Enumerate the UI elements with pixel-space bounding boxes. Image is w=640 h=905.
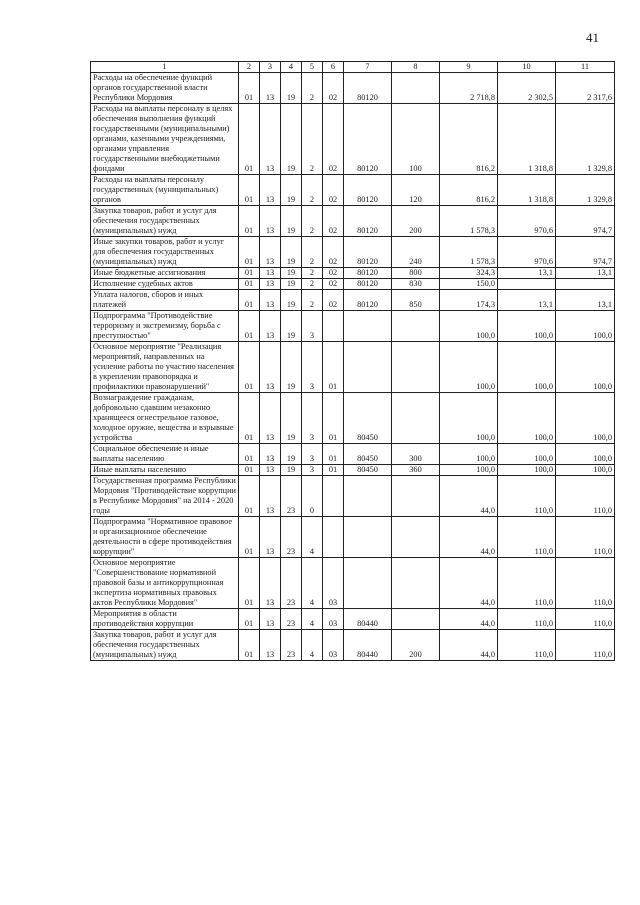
amount-year-1-cell: 150,0: [440, 279, 498, 290]
expense-type-code-cell: [392, 393, 440, 444]
amount-year-3-cell: 974,7: [556, 206, 615, 237]
amount-year-2-cell: 110,0: [498, 476, 556, 517]
program-code-cell: 19: [281, 237, 302, 268]
table-row: [91, 558, 615, 609]
section-code-cell: 01: [239, 279, 260, 290]
expense-type-code-cell: 200: [392, 206, 440, 237]
amount-year-1-cell: 100,0: [440, 444, 498, 465]
header-cell: 7: [344, 62, 392, 73]
section-code-cell: 01: [239, 290, 260, 311]
item-name-cell: Подпрограмма "Противодействие терроризму и экстремизму, борьба с преступностью": [91, 311, 239, 342]
subsection-code-cell: 13: [260, 393, 281, 444]
expense-type-code-cell: [392, 73, 440, 104]
amount-year-2-cell: 110,0: [498, 630, 556, 661]
event-code-cell: 03: [323, 609, 344, 630]
amount-year-1-cell: 324,3: [440, 268, 498, 279]
direction-code-cell: 80440: [344, 609, 392, 630]
subprogram-code-cell: 3: [302, 342, 323, 393]
expense-type-code-cell: [392, 558, 440, 609]
amount-year-2-cell: 1 318,8: [498, 104, 556, 175]
amount-year-1-cell: 174,3: [440, 290, 498, 311]
section-code-cell: 01: [239, 393, 260, 444]
subprogram-code-cell: 2: [302, 206, 323, 237]
expense-type-code-cell: 830: [392, 279, 440, 290]
table-row: [91, 311, 615, 342]
section-code-cell: 01: [239, 609, 260, 630]
table-row: [91, 465, 615, 476]
amount-year-1-cell: 44,0: [440, 630, 498, 661]
expense-type-code-cell: 100: [392, 104, 440, 175]
amount-year-2-cell: 13,1: [498, 290, 556, 311]
table-row: [91, 630, 615, 661]
amount-year-3-cell: 100,0: [556, 393, 615, 444]
header-cell: 2: [239, 62, 260, 73]
table-row: [91, 206, 615, 237]
program-code-cell: 19: [281, 311, 302, 342]
amount-year-2-cell: 970,6: [498, 237, 556, 268]
expense-type-code-cell: 800: [392, 268, 440, 279]
amount-year-2-cell: 100,0: [498, 465, 556, 476]
subsection-code-cell: 13: [260, 279, 281, 290]
header-cell: 8: [392, 62, 440, 73]
program-code-cell: 23: [281, 517, 302, 558]
expense-type-code-cell: 850: [392, 290, 440, 311]
amount-year-2-cell: 110,0: [498, 609, 556, 630]
subsection-code-cell: 13: [260, 73, 281, 104]
table-row: [91, 268, 615, 279]
amount-year-3-cell: 974,7: [556, 237, 615, 268]
amount-year-3-cell: 2 317,6: [556, 73, 615, 104]
amount-year-3-cell: 1 329,8: [556, 104, 615, 175]
direction-code-cell: [344, 311, 392, 342]
expense-type-code-cell: 360: [392, 465, 440, 476]
expense-type-code-cell: [392, 342, 440, 393]
section-code-cell: 01: [239, 630, 260, 661]
header-cell: 5: [302, 62, 323, 73]
direction-code-cell: 80120: [344, 237, 392, 268]
item-name-cell: Расходы на обеспечение функций органов государственной власти Республики Мордовия: [91, 73, 239, 104]
amount-year-1-cell: 816,2: [440, 104, 498, 175]
expense-type-code-cell: [392, 609, 440, 630]
subsection-code-cell: 13: [260, 268, 281, 279]
section-code-cell: 01: [239, 444, 260, 465]
page-number: 41: [586, 30, 599, 45]
table-row: [91, 342, 615, 393]
amount-year-1-cell: 100,0: [440, 465, 498, 476]
table-row: [91, 444, 615, 465]
item-name-cell: Основное мероприятие "Совершенствование нормативной правовой базы и антикоррупционная экспертиза нормативных правовых актов Республики Мордовия": [91, 558, 239, 609]
table-body: [91, 73, 615, 661]
amount-year-1-cell: 100,0: [440, 311, 498, 342]
table-row: [91, 73, 615, 104]
section-code-cell: 01: [239, 476, 260, 517]
subsection-code-cell: 13: [260, 444, 281, 465]
header-cell: 4: [281, 62, 302, 73]
item-name-cell: Иные бюджетные ассигнования: [91, 268, 239, 279]
direction-code-cell: 80120: [344, 104, 392, 175]
amount-year-2-cell: 100,0: [498, 393, 556, 444]
event-code-cell: 01: [323, 393, 344, 444]
amount-year-1-cell: 44,0: [440, 476, 498, 517]
header-cell: 1: [91, 62, 239, 73]
amount-year-3-cell: 100,0: [556, 311, 615, 342]
direction-code-cell: [344, 476, 392, 517]
amount-year-3-cell: 1 329,8: [556, 175, 615, 206]
item-name-cell: Основное мероприятие "Реализация мероприятий, направленных на усиление работы по участию населения в укреплении правопорядка и профилактики правонарушений": [91, 342, 239, 393]
amount-year-1-cell: 44,0: [440, 558, 498, 609]
item-name-cell: Исполнение судебных актов: [91, 279, 239, 290]
direction-code-cell: 80120: [344, 175, 392, 206]
subprogram-code-cell: 2: [302, 175, 323, 206]
item-name-cell: Вознаграждение гражданам, добровольно сдавшим незаконно хранящееся огнестрельное газовое, холодное оружие, вещества и взрывные устройства: [91, 393, 239, 444]
subsection-code-cell: 13: [260, 609, 281, 630]
table-row: [91, 279, 615, 290]
amount-year-3-cell: 110,0: [556, 476, 615, 517]
program-code-cell: 19: [281, 104, 302, 175]
section-code-cell: 01: [239, 311, 260, 342]
program-code-cell: 19: [281, 268, 302, 279]
program-code-cell: 19: [281, 393, 302, 444]
subsection-code-cell: 13: [260, 465, 281, 476]
amount-year-3-cell: 110,0: [556, 609, 615, 630]
header-cell: 9: [440, 62, 498, 73]
budget-table: [90, 61, 615, 661]
subprogram-code-cell: 2: [302, 268, 323, 279]
expense-type-code-cell: 200: [392, 630, 440, 661]
amount-year-2-cell: 100,0: [498, 444, 556, 465]
amount-year-1-cell: 2 718,8: [440, 73, 498, 104]
table-row: [91, 175, 615, 206]
program-code-cell: 19: [281, 279, 302, 290]
event-code-cell: 02: [323, 73, 344, 104]
amount-year-1-cell: 44,0: [440, 609, 498, 630]
amount-year-2-cell: 1 318,8: [498, 175, 556, 206]
subsection-code-cell: 13: [260, 311, 281, 342]
amount-year-2-cell: 100,0: [498, 311, 556, 342]
header-cell: 6: [323, 62, 344, 73]
program-code-cell: 19: [281, 175, 302, 206]
header-cell: 3: [260, 62, 281, 73]
table-row: [91, 393, 615, 444]
subprogram-code-cell: 2: [302, 279, 323, 290]
expense-type-code-cell: [392, 311, 440, 342]
header-row: [91, 62, 615, 73]
section-code-cell: 01: [239, 517, 260, 558]
table-row: [91, 517, 615, 558]
item-name-cell: Расходы на выплаты персоналу государственных (муниципальных) органов: [91, 175, 239, 206]
amount-year-1-cell: 816,2: [440, 175, 498, 206]
event-code-cell: 03: [323, 630, 344, 661]
table-row: [91, 104, 615, 175]
subsection-code-cell: 13: [260, 630, 281, 661]
direction-code-cell: 80120: [344, 279, 392, 290]
amount-year-3-cell: 110,0: [556, 558, 615, 609]
item-name-cell: Уплата налогов, сборов и иных платежей: [91, 290, 239, 311]
direction-code-cell: [344, 342, 392, 393]
program-code-cell: 23: [281, 630, 302, 661]
amount-year-1-cell: 1 578,3: [440, 237, 498, 268]
subsection-code-cell: 13: [260, 175, 281, 206]
expense-type-code-cell: [392, 517, 440, 558]
amount-year-2-cell: 970,6: [498, 206, 556, 237]
item-name-cell: Мероприятия в области противодействия коррупции: [91, 609, 239, 630]
subsection-code-cell: 13: [260, 517, 281, 558]
subprogram-code-cell: 3: [302, 465, 323, 476]
program-code-cell: 19: [281, 444, 302, 465]
section-code-cell: 01: [239, 206, 260, 237]
subprogram-code-cell: 4: [302, 609, 323, 630]
amount-year-3-cell: [556, 279, 615, 290]
event-code-cell: 02: [323, 104, 344, 175]
subprogram-code-cell: 2: [302, 237, 323, 268]
subprogram-code-cell: 4: [302, 630, 323, 661]
event-code-cell: 01: [323, 444, 344, 465]
amount-year-3-cell: 13,1: [556, 290, 615, 311]
subsection-code-cell: 13: [260, 290, 281, 311]
item-name-cell: Закупка товаров, работ и услуг для обеспечения государственных (муниципальных) нужд: [91, 630, 239, 661]
event-code-cell: 02: [323, 206, 344, 237]
program-code-cell: 19: [281, 342, 302, 393]
direction-code-cell: 80120: [344, 206, 392, 237]
program-code-cell: 19: [281, 465, 302, 476]
event-code-cell: 02: [323, 175, 344, 206]
section-code-cell: 01: [239, 104, 260, 175]
item-name-cell: Социальное обеспечение и иные выплаты населению: [91, 444, 239, 465]
amount-year-3-cell: 110,0: [556, 517, 615, 558]
amount-year-1-cell: 1 578,3: [440, 206, 498, 237]
amount-year-3-cell: 13,1: [556, 268, 615, 279]
subsection-code-cell: 13: [260, 104, 281, 175]
subprogram-code-cell: 3: [302, 311, 323, 342]
item-name-cell: Закупка товаров, работ и услуг для обеспечения государственных (муниципальных) нужд: [91, 206, 239, 237]
header-cell: 10: [498, 62, 556, 73]
direction-code-cell: 80120: [344, 73, 392, 104]
event-code-cell: 01: [323, 342, 344, 393]
direction-code-cell: 80450: [344, 393, 392, 444]
table-row: [91, 476, 615, 517]
event-code-cell: 01: [323, 465, 344, 476]
event-code-cell: [323, 517, 344, 558]
subprogram-code-cell: 4: [302, 517, 323, 558]
amount-year-2-cell: 2 302,5: [498, 73, 556, 104]
section-code-cell: 01: [239, 237, 260, 268]
item-name-cell: Государственная программа Республики Мордовия "Противодействие коррупции в Республике Мордовия" на 2014 - 2020 годы: [91, 476, 239, 517]
table-row: [91, 609, 615, 630]
subsection-code-cell: 13: [260, 342, 281, 393]
event-code-cell: [323, 311, 344, 342]
amount-year-2-cell: 100,0: [498, 342, 556, 393]
event-code-cell: 02: [323, 290, 344, 311]
program-code-cell: 23: [281, 558, 302, 609]
direction-code-cell: [344, 517, 392, 558]
amount-year-3-cell: 110,0: [556, 630, 615, 661]
event-code-cell: [323, 476, 344, 517]
section-code-cell: 01: [239, 465, 260, 476]
direction-code-cell: 80450: [344, 444, 392, 465]
item-name-cell: Иные закупки товаров, работ и услуг для обеспечения государственных (муниципальных) нужд: [91, 237, 239, 268]
program-code-cell: 23: [281, 609, 302, 630]
section-code-cell: 01: [239, 342, 260, 393]
program-code-cell: 19: [281, 290, 302, 311]
event-code-cell: 02: [323, 237, 344, 268]
subprogram-code-cell: 2: [302, 104, 323, 175]
direction-code-cell: 80450: [344, 465, 392, 476]
subprogram-code-cell: 2: [302, 73, 323, 104]
amount-year-3-cell: 100,0: [556, 444, 615, 465]
direction-code-cell: [344, 558, 392, 609]
event-code-cell: 02: [323, 279, 344, 290]
section-code-cell: 01: [239, 558, 260, 609]
subprogram-code-cell: 2: [302, 290, 323, 311]
table-row: [91, 237, 615, 268]
subsection-code-cell: 13: [260, 558, 281, 609]
amount-year-1-cell: 100,0: [440, 393, 498, 444]
item-name-cell: Подпрограмма "Нормативное правовое и организационное обеспечение деятельности в сфере противодействия коррупции": [91, 517, 239, 558]
item-name-cell: Иные выплаты населению: [91, 465, 239, 476]
subsection-code-cell: 13: [260, 237, 281, 268]
program-code-cell: 23: [281, 476, 302, 517]
program-code-cell: 19: [281, 206, 302, 237]
event-code-cell: 02: [323, 268, 344, 279]
subsection-code-cell: 13: [260, 206, 281, 237]
expense-type-code-cell: 120: [392, 175, 440, 206]
amount-year-2-cell: 13,1: [498, 268, 556, 279]
subprogram-code-cell: 4: [302, 558, 323, 609]
item-name-cell: Расходы на выплаты персоналу в целях обеспечения выполнения функций государственными (муниципальными) органами, казенными учреждениями, органами управления государственными внебюджетными фондами: [91, 104, 239, 175]
expense-type-code-cell: 300: [392, 444, 440, 465]
expense-type-code-cell: [392, 476, 440, 517]
expense-type-code-cell: 240: [392, 237, 440, 268]
section-code-cell: 01: [239, 175, 260, 206]
subprogram-code-cell: 3: [302, 393, 323, 444]
amount-year-3-cell: 100,0: [556, 342, 615, 393]
direction-code-cell: 80440: [344, 630, 392, 661]
section-code-cell: 01: [239, 73, 260, 104]
amount-year-1-cell: 44,0: [440, 517, 498, 558]
amount-year-2-cell: [498, 279, 556, 290]
subprogram-code-cell: 0: [302, 476, 323, 517]
header-cell: 11: [556, 62, 615, 73]
amount-year-2-cell: 110,0: [498, 517, 556, 558]
subsection-code-cell: 13: [260, 476, 281, 517]
event-code-cell: 03: [323, 558, 344, 609]
subprogram-code-cell: 3: [302, 444, 323, 465]
amount-year-3-cell: 100,0: [556, 465, 615, 476]
program-code-cell: 19: [281, 73, 302, 104]
amount-year-2-cell: 110,0: [498, 558, 556, 609]
table-row: [91, 290, 615, 311]
section-code-cell: 01: [239, 268, 260, 279]
amount-year-1-cell: 100,0: [440, 342, 498, 393]
direction-code-cell: 80120: [344, 290, 392, 311]
direction-code-cell: 80120: [344, 268, 392, 279]
